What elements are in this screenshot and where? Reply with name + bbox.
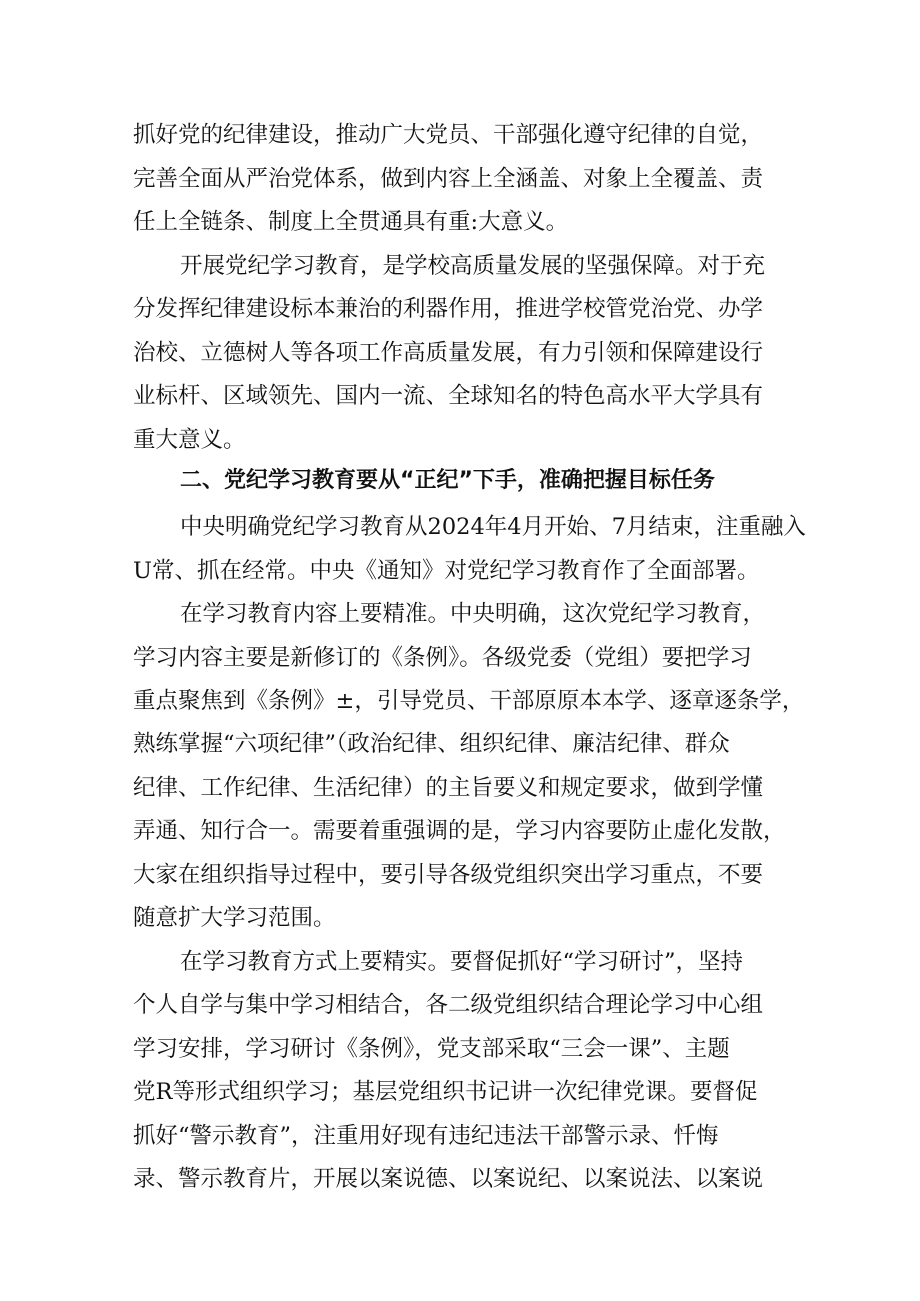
paragraph-line: 抓好党的纪律建设，推动广大党员、干部强化遵守纪律的自觉，	[133, 122, 764, 148]
paragraph-line: 纪律、工作纪律、生活纪律）的主旨要义和规定要求，做到学懂	[133, 775, 764, 801]
paragraph-line: 学习内容主要是新修订的《条例》。各级党委（党组）要把学习	[133, 645, 752, 671]
paragraph-line: 党R等形式组织学习；基层党组织书记讲一次纪律党课。要督促	[133, 1079, 758, 1105]
paragraph-line: 个人自学与集中学习相结合，各二级党组织结合理论学习中心组	[133, 992, 764, 1018]
paragraph-line: 中央明确党纪学习教育从2024年4月开始、7月结束，注重融入	[180, 514, 806, 540]
paragraph-line: 学习安排，学习研讨《条例》，党支部采取“三会一课”、主题	[133, 1036, 730, 1062]
paragraph-line: 分发挥纪律建设标本兼治的利器作用，推进学校管党治党、办学	[133, 296, 764, 322]
paragraph-line: 录、警示教育片，开展以案说德、以案说纪、以案说法、以案说	[133, 1166, 764, 1192]
paragraph-line: 大家在组织指导过程中，要引导各级党组织突出学习重点，不要	[133, 862, 764, 888]
paragraph-line: U常、抓在经常。中央《通知》对党纪学习教育作了全面部署。	[133, 558, 760, 584]
paragraph-line: 弄通、知行合一。需要着重强调的是，学习内容要防止虚化发散，	[133, 818, 786, 844]
paragraph-line: 抓好“警示教育”，注重用好现有违纪违法干部警示录、忏悔	[133, 1123, 719, 1149]
paragraph-line: 开展党纪学习教育，是学校高质量发展的坚强保障。对于充	[180, 253, 766, 279]
paragraph-line: 完善全面从严治党体系，做到内容上全涵盖、对象上全覆盖、责	[133, 166, 764, 192]
paragraph-line: 在学习教育方式上要精实。要督促抓好“学习研讨”，坚持	[180, 949, 744, 975]
section-heading: 二、党纪学习教育要从“正纪”下手，准确把握目标任务	[180, 468, 715, 493]
paragraph-line: 熟练掌握“六项纪律”（政治纪律、组织纪律、廉洁纪律、群众	[133, 731, 730, 757]
paragraph-line: 业标杆、区域领先、国内一流、全球知名的特色高水平大学具有	[133, 383, 764, 409]
paragraph-line: 在学习教育内容上要精准。中央明确，这次党纪学习教育，	[180, 601, 766, 627]
paragraph-line: 重点聚焦到《条例》±，引导党员、干部原原本本学、逐章逐条学，	[133, 688, 805, 714]
paragraph-line: 随意扩大学习范围。	[133, 905, 336, 931]
paragraph-line: 重大意义。	[133, 427, 246, 453]
paragraph-line: 任上全链条、制度上全贯通具有重:大意义。	[133, 209, 569, 235]
paragraph-line: 治校、立德树人等各项工作高质量发展，有力引领和保障建设行	[133, 340, 764, 366]
